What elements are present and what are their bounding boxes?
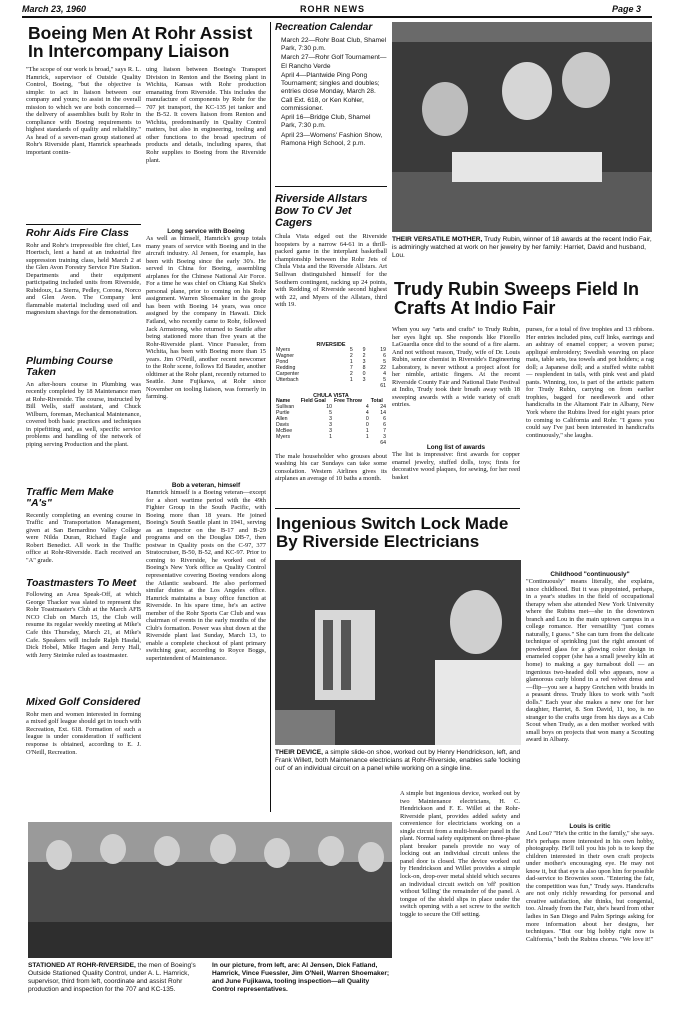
table-cell: 2 — [349, 371, 353, 378]
page-number: Page 3 — [612, 4, 642, 14]
golf-head: Mixed Golf Considered — [26, 696, 141, 709]
table-cell: 5 — [349, 347, 353, 354]
table-cell: 1 — [329, 433, 332, 440]
trudy-col1: When you say "arts and crafts" to Trudy Rubin, her eyes light up. She responds like Fiorello LaGuardia once did to the sound of a fire alarm. And not without reason, Trudy, wife of Dr. Louis Rubin, senior chemist in Riverside's Engineering Laboratory, is never without a project afoot for her nimble, artistic fingers. At the recent Riverside County Fair and National Date Festival at Indio, Trudy took their breath away with 18 sweeping awards with a wide variety of craft entries. — [392, 326, 520, 409]
group-caption-1 — [28, 962, 206, 994]
table-cell: 3 — [329, 421, 332, 428]
table-cell: 3 — [329, 427, 332, 434]
table-cell: 6 — [383, 421, 386, 428]
rubin-photo-caption — [392, 236, 652, 260]
table-cell: 19 — [380, 347, 386, 354]
allstars-body: Chula Vista edged out the Riverside hoopsters by a narrow 64-61 in a thrill-packed game in the interplant basketball championship between the Rohr Jets of Chula Vista and the Riverside Allstars. Art Sullivan distinguished himself for the Southern contingent, racking up 24 points, with Redding of Riverside second highest with 22, and Myers of the Allstars, third with 19. — [275, 233, 387, 309]
caption-lead: THEIR DEVICE, — [275, 749, 323, 756]
table-cell: Carpenter — [276, 371, 300, 378]
masthead-rule — [22, 16, 652, 18]
issue-date: March 23, 1960 — [22, 4, 87, 14]
table-cell: 7 — [349, 365, 353, 372]
toastmasters-head: Toastmasters To Meet — [26, 576, 137, 589]
table-cell: 2 — [349, 353, 353, 360]
calendar-list — [275, 37, 387, 148]
calendar-item: April 4—Plantwide Ping Pong Tournament; singles and doubles; entries close Monday, March 28. Call Ext. 618, or Ken Kohler, commissioner. — [281, 71, 380, 112]
trudy-col2b: "Continuously" means literally, she explains, since childhood. But it was pinpointed, perhaps, in a year's studies in the field of occupational therapy when she attended New York University where the Rubins met—she in the downtown branch and Lou in the main uptown campus in a college romance. Her versatility "just comes naturally, I guess." She can turn from the delicate technique of sprinkling just the right amount of powdered glass for a glowing color design in enameled copper (she has a small jewelry kiln at home) to making a gay turnabout doll — an ingenious two-headed doll who appears, now a glamorous curly blond in a red velvet dress and —flip—you see a happy Gretchen with braids in a peasant dress. Trudy likes to work with "soft dolls." Each year she makes a new one for her daughter, Harriet, 8. Son David, 11, too, is no stranger to the crafts urge from his days as a Cub Scout when Trudy, as a den mother worked with small boys on projects that won many a Scouting award in Albany. — [526, 578, 654, 744]
golf-body: Rohr men and women interested in forming a mixed golf league should get in touch with Recreation, Ext. 618. Formation of such a league is under consideration if sufficient response is obtained, according to E. J. O'Neill, Recreation. — [26, 710, 141, 756]
riverside-table-title: RIVERSIDE — [316, 342, 346, 349]
table-cell: 14 — [380, 410, 386, 416]
trudy-col1b: The list is impressive: first awards for copper enamel jewelry, stuffed dolls, toys; firsts for decorative wood plaques, for sewing, for her reed basket — [392, 451, 520, 481]
table-cell: 9 — [362, 347, 366, 354]
caption-lead: THEIR VERSATILE MOTHER, — [392, 236, 483, 243]
caption-text: the men of Boeing's Outside Stationed Quality Control, under A. L. Hamrick, supervisor, third from left, coordinate and assist Rohr production and inspection for the 707 and KC-135. — [28, 962, 196, 993]
trudy-sub1: Long list of awards — [426, 444, 486, 451]
trudy-sub2: Childhood "continuously" — [550, 571, 630, 578]
table-cell: 1 — [365, 433, 369, 440]
table-header-cell: Name — [276, 398, 291, 405]
table-cell: 0 — [365, 415, 369, 422]
table-cell: Redding — [276, 365, 296, 372]
fire-body: Rohr and Rohr's irrepressible fire chief, Les Hoertsch, lent a hand at an industrial fire suppression training class, held March 2 at the Glen Avon Forestry Service Fire Station. Departments and their equipment participating included units from Riverside, Rubidoux, La Sierra, Pedley, Corona, Norco and Glen Avon. The Company lent flammable material including used oil and magnesium shavings for the demonstration. — [26, 241, 141, 317]
table-cell: Sullivan — [276, 404, 295, 411]
table-cell: 4 — [365, 410, 369, 416]
table-cell: 3 — [383, 433, 386, 440]
table-cell: Wagner — [276, 353, 294, 360]
caption-text: a simple slide-on shoe, worked out by Henry Hendrickson, left, and Frank Willett, both Maintenance electricians at Rohr-Riverside, enables safe 'locking out' of an individual circuit on a panel while working on a single line. — [275, 749, 521, 772]
allstars-head2: Bow To CV Jet Cagers — [275, 205, 352, 230]
switch-headline: Ingenious Switch Lock Made By Riverside Electricians — [276, 514, 509, 551]
second-column — [146, 66, 266, 817]
table-cell: 5 — [383, 359, 386, 366]
table-cell: 1 — [349, 377, 353, 384]
table-cell — [333, 441, 370, 447]
table-cell: 0 — [365, 421, 369, 428]
switch-photo-caption — [275, 749, 521, 773]
caption-text: Trudy Rubin, winner of 18 awards at the recent Indio Fair, is admiringly watched at work on her jewelry by her family: Harriet, David and husband, Lou. — [392, 236, 652, 259]
calendar-item: March 22—Rohr Boat Club, Shamel Park, 7:30 p.m. — [281, 37, 387, 53]
trudy-sub3: Louis is critic — [569, 823, 611, 830]
table-cell: Pond — [276, 359, 289, 366]
table-header-cell: Field Goal — [300, 398, 326, 405]
trudy-col2c: And Lou? "He's the critic in the family," she says. He's perhaps more interested in his own hobby, photography. He'll tell you his job is to keep the children interested in their own craft projects under mother's encouraging eye. He may not know it, but that eye is also upon him for possible dad-service to Brownies soon. "Entering the fair, the competition was fun," Trudy says. Handcrafts are not only richly rewarding for personal and creative satisfaction, she thinks, but congenial, too. Already from the Fair, she's heard from other ladies in San Diego and Palm Springs asking for more information about her designs, her techniques. "But our big hobby right now is California," both the Rubins chorus. "We love it!" — [526, 830, 654, 943]
boeing-group-photo — [28, 822, 392, 958]
table-cell: 4 — [365, 404, 369, 411]
liaison-sub2: Bob a veteran, himself — [171, 482, 241, 489]
trudy-headline: Trudy Rubin Sweeps Field In Crafts At Indio Fair — [394, 279, 640, 318]
calendar-item: April 16—Bridge Club, Shamel Park, 7:30 p.m. — [281, 114, 371, 130]
traffic-body: Recently completing an evening course in Traffic and Transportation Management, given at San Bernardino Valley College were Nilda Duran, Richard Eagle and Robert Benedict. All work in the Traffic office at Rohr-Riverside. Each received an "A" grade. — [26, 511, 141, 565]
table-cell: Utterbach — [276, 377, 299, 384]
allstars-head1: Riverside Allstars — [275, 193, 368, 205]
liaison-col2: uing liaison between Boeing's Transport Division in Renton and the Boeing plant in Wichita, Kansas with Rohr production emanating from Riverside. This includes the manufacture of components by Rohr for the 707 jet transport, the KC-135 jet tanker and the B-52. It covers liaison from Renton and Wichita, predominantly in Quality Control matters, but also in engineering, tooling and other functions to the broad spectrum of products and details, including spares, that Rohr supplies to Boeing from the Riverside plant. — [146, 66, 266, 164]
table-cell: McBee — [276, 427, 293, 434]
table-cell: 2 — [362, 353, 366, 360]
table-cell: Myers — [276, 347, 291, 354]
fire-head: Rohr Aids Fire Class — [26, 227, 129, 239]
table-cell: 6 — [383, 353, 386, 360]
table-cell: Allen — [276, 415, 288, 422]
switch-body: A simple but ingenious device, worked out by two Maintenance electricians, H. C. Hendrickson and F. E. Willet at the Rohr-Riverside plant, provides added safety and convenience for electricians working on a single circuit from a multi-breaker panel in the plant. Normal safety equipment on three-phase plant breaker panels provide no way of locking out an individual circuit unless the panel door is closed. The device worked out by Hendrickson and Willet provides a simple lock-on, drop-over metal shield which secures an individual circuit switch on 'off' position without 'killing' the remainder of the panel. A tongue of the shield slips in place under the switch opening with a set screw to the switch toggle to secure the Off setting. — [400, 790, 520, 918]
allstars-story — [275, 193, 387, 513]
table-header-cell: Free Throw — [333, 398, 362, 405]
table-cell: 5 — [383, 377, 386, 384]
table-total-row — [275, 441, 387, 447]
table-cell: 64 — [380, 439, 386, 446]
liaison-sub1: Long service with Boeing — [167, 228, 245, 235]
table-cell — [341, 384, 354, 390]
table-cell: Davis — [276, 421, 289, 428]
table-cell: 24 — [380, 404, 386, 411]
divider — [26, 224, 141, 225]
plumbing-body: An after-hours course in Plumbing was recently completed by 18 Maintenance men at Rohr-Riverside. The course, instructed by Bill Wells, staff assistant, and Chuck Wilburn, foreman, Mechanical Maintenance, covered both basic practices and techniques in pipefitting and, as well, specific service problems and handling of the network of piping serving Production and the plant. — [26, 380, 141, 449]
table-cell: 61 — [380, 383, 386, 390]
table-cell — [300, 441, 333, 447]
group-caption-2: In our picture, from left, are: Al Jensen, Dick Fatland, Hamrick, Vince Fuessler, Jim O'Neil, Warren Shoemaker; and June Fujikawa, tooling inspection—all Quality Control representatives. — [212, 962, 390, 993]
trudy-col2: purses, for a total of five trophies and 13 ribbons. Her entries included pins, cuff links, earrings and an ashtray of enamel copper; a woven purse; appliqué embroidery; Swedish weaving on place mats, table sets, tea towels and pot holders; a rag doll; a Japanese doll; and a stuffed white rabbit — resplendent in tails, with pink vest and plaid pants. Winning, too, is part of the artistic pattern for Trudy Rubin, carrying on from earlier trophies, bagged for needlework and other handicrafts in the Altamont Fair in Albany, New York where the Rubins lived for eight years prior to coming to California and Rohr. "I guess you could say I've just been interested in handicrafts continuously," she laughs. — [526, 326, 654, 439]
traffic-head: Traffic Mem Make "A's" — [26, 485, 114, 510]
riverside-score-table — [275, 348, 387, 390]
switch-lock-photo — [275, 560, 521, 745]
trudy-column-1 — [392, 326, 520, 491]
trudy-column-2 — [526, 326, 654, 1004]
table-total-row — [275, 384, 387, 390]
table-cell: 4 — [383, 371, 386, 378]
liaison-col2c: Hamrick himself is a Boeing veteran—except for a short wartime period with the 49th Fighter Group in the South Pacific, with Boeing more than 18 years. He joined Boeing's South Seattle plant in 1941, serving as an inspector on the B-17 and B-29 programs and on the Douglas DB-7, then postwar in Quality posts on the C-97, 377 Stratocruiser, B-50, B-52, and KC-97. Prior to coming to Riverside, he worked out of Boeing's New York office as Quality Control representative covering Boeing vendors along the Atlantic seaboard. He also performed similar duties at the Los Angeles office. Hamrick maintains a busy office function at Riverside. In his spare time, he's an active member of the Rohr Sports Car Club and was chairman of events in the early months of the Club's formation. Power was shut down at the Riverside plant last Sunday, March 13, to enable a complete checkout of plant primary switching gear, according to Royce Boggs, superintendent of Maintenance. — [146, 489, 266, 663]
toastmasters-body: Following an Area Speak-Off, at which George Thacker was slated to represent the Rohr Toastmaster's Club at the March AFB NCO Club on March 15, the Club will resume its regular weekly meeting at Mike's Cafe this Thursday, March 21, at Mike's Cafe. Speakers will include Ralph Hasdal, Dick Hobel, Mike Hagen and Jerry Hall, with Jerry Steimke ruled as toastmaster. — [26, 591, 141, 659]
calendar-head: Recreation Calendar — [275, 22, 373, 33]
table-cell: 0 — [362, 371, 366, 378]
table-cell: 8 — [362, 365, 366, 372]
plumbing-head: Plumbing Course Taken — [26, 354, 113, 379]
allstars-body2: The male householder who grouses about washing his car Sundays can take some consolation. Western Airlines gives its airplanes an average of 10 baths a month. — [275, 452, 387, 483]
calendar-item: April 23—Womens' Fashion Show, Ramona High School, 2 p.m. — [281, 131, 383, 147]
table-cell — [275, 384, 341, 390]
table-cell: 22 — [380, 365, 386, 372]
table-cell: 1 — [365, 427, 369, 434]
column-rule — [270, 22, 271, 812]
table-header-cell: Total — [370, 398, 383, 405]
table-cell: 6 — [383, 415, 386, 422]
divider — [275, 508, 520, 509]
liaison-col2b: As well as himself, Hamrick's group totals many years of service with Boeing and in the aircraft industry. Al Jensen, for example, has been with Boeing since the early 30's. He served in China for Boeing, assembling airplanes for the Chinese National Air Force. For a time he was chief on Chiang Kai Shek's personal plane, prior to coming on his Rohr assignment. Warren Shoemaker in the group has been with Boeing 14 years, was once assigned by the company in Hawaii. Dick Fatland, who recently came to Rohr, followed Jack Armstrong, who returned to Seattle after being stationed more than five years at the Rohr-Riverside plant. Vince Fuessler, from Wichita, has been with Boeing more than 15 years. Jim O'Neill, another recent newcomer to the Rohr scene, follows Ed Bauder, another oldtimer at the Rohr plant, recently returned to Seattle. June Fujikawa, at Rohr since November on tooling liaison, was formerly in farming. — [146, 235, 266, 401]
left-column — [26, 66, 141, 773]
table-cell — [275, 441, 300, 447]
table-cell: Purtle — [276, 410, 290, 416]
divider — [275, 186, 387, 187]
table-cell: 10 — [326, 404, 332, 411]
table-cell — [354, 384, 367, 390]
calendar-item: March 27—Rohr Golf Tournament—El Rancho Verde — [281, 54, 387, 70]
recreation-calendar — [275, 22, 387, 149]
table-cell: 5 — [329, 410, 332, 416]
table-cell: 7 — [383, 427, 386, 434]
table-cell: 1 — [349, 359, 353, 366]
table-cell: 3 — [362, 359, 366, 366]
chula-table-title: CHULA VISTA — [313, 393, 349, 400]
caption-lead: STATIONED AT ROHR-RIVERSIDE, — [28, 962, 136, 969]
table-cell: 3 — [329, 415, 332, 422]
table-cell: Myers — [276, 433, 291, 440]
liaison-col1: "The scope of our work is broad," says R. L. Hamrick, supervisor of Outside Quality Control, Boeing, "but the objective is simple: to act in liaison between our company and yours; to assist in the overall mission to which we are both concerned—the delivery of assemblies built by Rohr in compliance with Boeing requirements to highest standards of quality and reliability." As head of a seven-man group stationed at Rohr's Riverside plant, Hamrick spearheads important contin- — [26, 66, 141, 157]
table-cell: 3 — [362, 377, 366, 384]
chula-score-table — [275, 399, 387, 447]
liaison-headline: Boeing Men At Rohr Assist In Intercompany Liaison — [28, 23, 253, 62]
paper-name: ROHR NEWS — [300, 4, 365, 14]
rubin-family-photo — [392, 22, 652, 232]
